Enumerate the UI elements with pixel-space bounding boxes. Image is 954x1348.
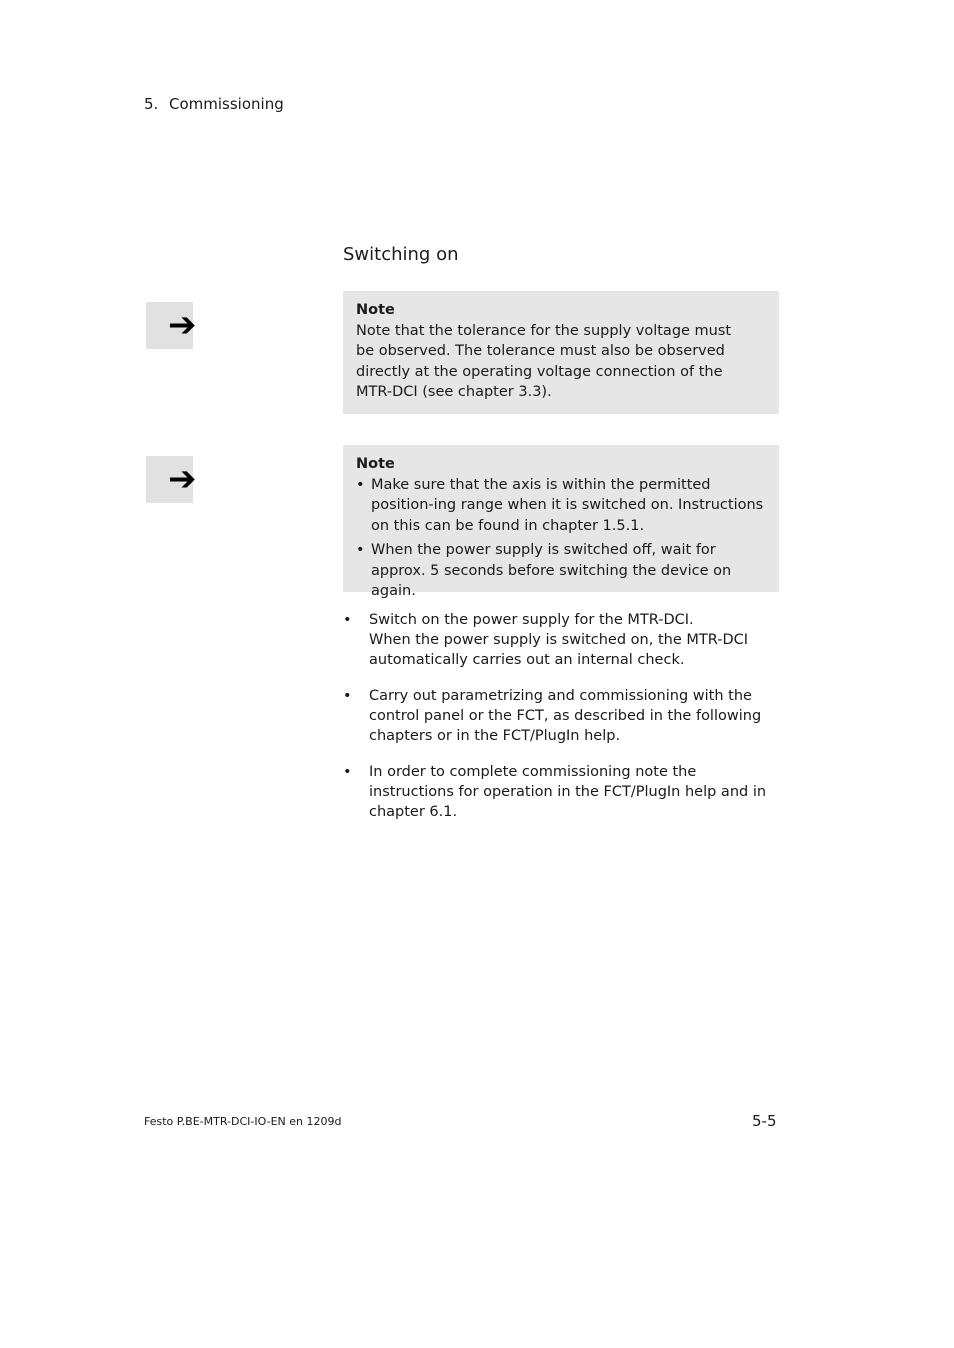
step-text: Switch on the power supply for the MTR-DCI. (369, 612, 694, 628)
instruction-steps (343, 610, 783, 838)
step-item (343, 686, 783, 746)
step-text: Carry out parametrizing and commissioning with the control panel or the FCT, as described in the following chapters or in the FCT/PlugIn help. (369, 688, 762, 744)
step-text: In order to complete commissioning note the instructions for operation in the FCT/PlugIn help and in chapter 6.1. (369, 764, 767, 820)
bullet-icon: • (343, 612, 352, 628)
note-box-1 (343, 291, 779, 414)
chapter-number: 5. (144, 95, 159, 113)
section-title: Switching on (343, 244, 459, 265)
chapter-header (144, 95, 284, 113)
arrow-right-icon: ➔ (168, 459, 197, 499)
step-item (343, 610, 783, 670)
note-marker-2 (146, 456, 197, 503)
note-label: Note (356, 302, 395, 318)
note-text: Note that the tolerance for the supply voltage must be observed. The tolerance must also be observed directly at the operating voltage connection of the MTR-DCI (see chapter 3.3). (356, 322, 732, 400)
note-box-2 (343, 445, 779, 599)
note-list (356, 475, 769, 602)
page-number: 5-5 (752, 1112, 777, 1130)
note-label: Note (356, 456, 395, 472)
note-marker-1 (146, 302, 197, 349)
step-text: When the power supply is switched on, the MTR-DCI automatically carries out an internal check. (369, 632, 749, 668)
footer-document-id: Festo P.BE-MTR-DCI-IO-EN en 1209d (144, 1115, 342, 1128)
chapter-title: Commissioning (169, 95, 284, 113)
step-item (343, 762, 783, 822)
bullet-icon: • (343, 764, 352, 780)
note-list-item: • Make sure that the axis is within the permitted position-ing range when it is switched on. Instructions on this can be found in chapter 1.5.1. (356, 475, 769, 537)
bullet-icon: • (343, 688, 352, 704)
arrow-right-icon: ➔ (168, 305, 197, 345)
note-list-item: • When the power supply is switched off, wait for approx. 5 seconds before switching the device on again. (356, 540, 769, 602)
